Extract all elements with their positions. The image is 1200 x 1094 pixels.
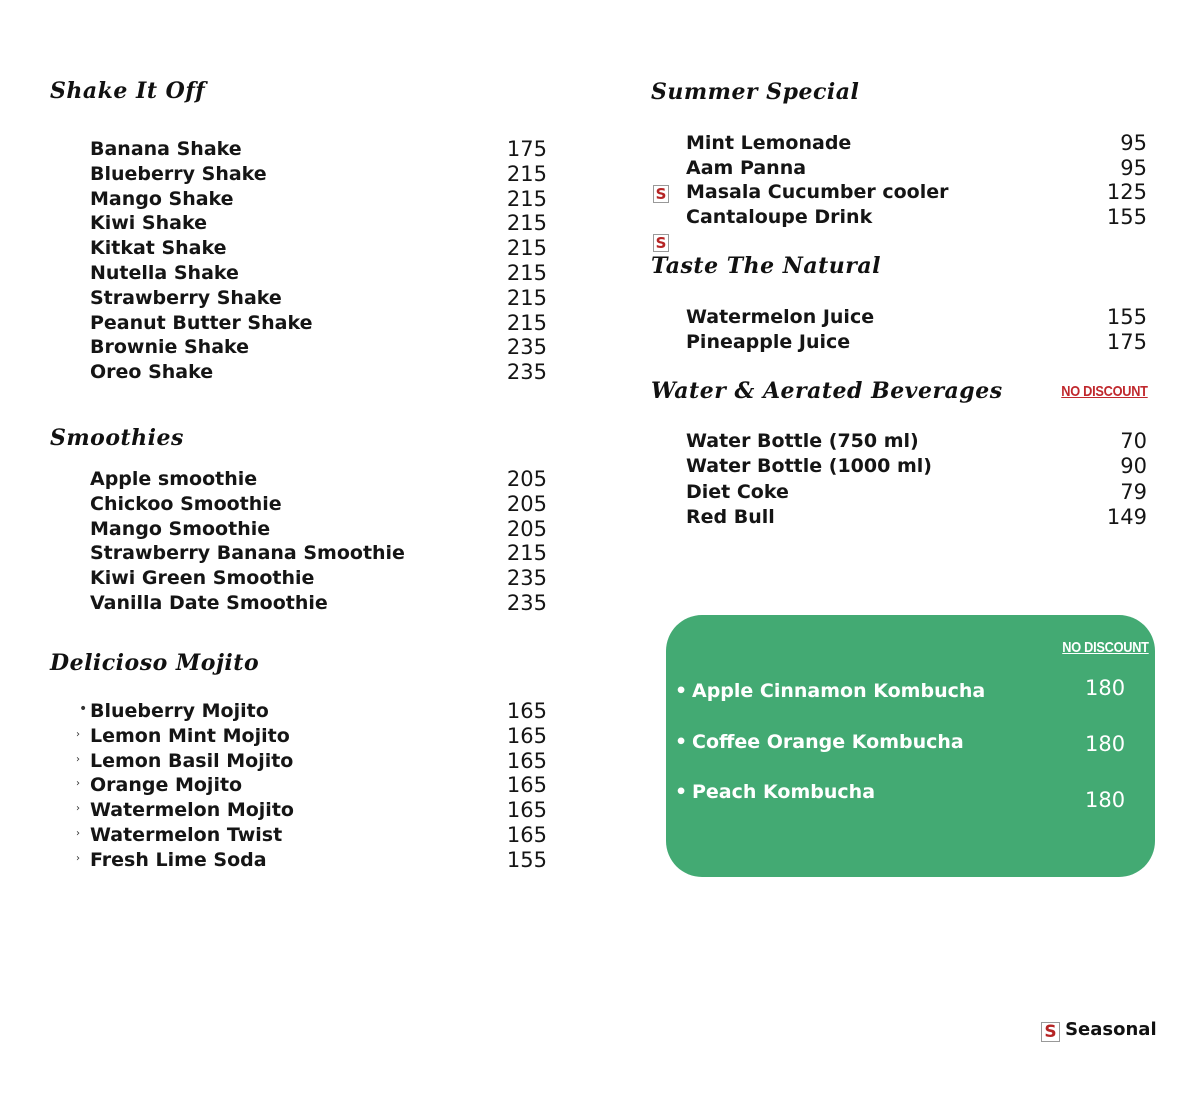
mojito-item-price: 155: [506, 847, 547, 872]
mojito-item-name: Lemon Basil Mojito: [90, 749, 294, 772]
kombucha-item-price: 180: [1085, 788, 1126, 812]
bullet-icon: ›: [76, 852, 80, 864]
bullet-icon: ›: [76, 803, 80, 815]
shakes-item-name: Kitkat Shake: [90, 237, 227, 260]
mojito-item-name: Watermelon Mojito: [90, 799, 294, 822]
smoothies-item-name: Strawberry Banana Smoothie: [90, 542, 405, 565]
natural-item-name: Watermelon Juice: [686, 306, 875, 328]
smoothies-item-name: Kiwi Green Smoothie: [90, 567, 315, 590]
bullet-icon: ›: [76, 728, 80, 740]
kombucha-bullet-icon: •: [675, 731, 688, 753]
smoothies-item-price: 215: [506, 541, 547, 566]
water-item-price: 70: [1120, 429, 1147, 453]
water-item-name: Water Bottle (1000 ml): [686, 455, 932, 478]
kombucha-no-discount-badge: NO DISCOUNT: [1062, 639, 1149, 656]
smoothies-item-name: Mango Smoothie: [90, 517, 271, 540]
mojito-item-price: 165: [506, 748, 547, 773]
kombucha-item-name: Peach Kombucha: [692, 781, 876, 803]
bullet-icon: ›: [76, 778, 80, 790]
section-title-summer: Summer Special: [651, 79, 860, 105]
shakes-item-name: Kiwi Shake: [90, 212, 207, 235]
mojito-item-price: 165: [506, 723, 547, 748]
kombucha-item-name: Apple Cinnamon Kombucha: [692, 680, 986, 702]
shakes-item-price: 215: [506, 211, 547, 236]
mojito-item-price: 165: [506, 823, 547, 847]
shakes-item-price: 215: [506, 261, 547, 285]
shakes-item-price: 235: [506, 335, 547, 360]
shakes-item-price: 175: [506, 137, 547, 161]
summer-item-price: 95: [1120, 155, 1147, 180]
shakes-item-price: 215: [506, 310, 547, 335]
seasonal-legend: [1041, 1019, 1157, 1042]
water-item-price: 149: [1106, 504, 1147, 529]
kombucha-item-price: 180: [1085, 676, 1126, 700]
smoothies-item-price: 205: [506, 491, 547, 516]
smoothies-item-price: 235: [506, 591, 547, 615]
natural-item-price: 155: [1106, 305, 1147, 329]
bullet-icon: ›: [76, 753, 80, 765]
smoothies-item-price: 235: [506, 566, 547, 591]
shakes-item-name: Blueberry Shake: [90, 162, 267, 185]
water-item-price: 90: [1120, 454, 1147, 479]
kombucha-bullet-icon: •: [675, 781, 688, 803]
mojito-item-price: 165: [506, 798, 547, 823]
shakes-item-price: 215: [506, 236, 547, 261]
water-item-name: Red Bull: [686, 505, 775, 528]
section-title-natural: Taste The Natural: [651, 253, 881, 279]
shakes-item-name: Oreo Shake: [90, 361, 214, 384]
water-item-price: 79: [1120, 479, 1147, 504]
mojito-item-name: Watermelon Twist: [90, 824, 283, 846]
mojito-item-name: Fresh Lime Soda: [90, 848, 267, 871]
bullet-icon: ›: [76, 828, 80, 839]
water-item-name: Water Bottle (750 ml): [686, 430, 919, 452]
kombucha-bullet-icon: •: [675, 680, 688, 702]
section-title-mojito: Delicioso Mojito: [50, 650, 260, 676]
seasonal-icon: S: [653, 185, 669, 203]
seasonal-legend-label: Seasonal: [1065, 1019, 1157, 1040]
kombucha-item-name: Coffee Orange Kombucha: [692, 731, 964, 753]
mojito-item-price: 165: [506, 773, 547, 798]
shakes-item-price: 215: [506, 161, 547, 186]
summer-item-price: 155: [1106, 204, 1147, 229]
mojito-item-name: Blueberry Mojito: [90, 700, 269, 722]
shakes-item-name: Nutella Shake: [90, 262, 239, 284]
water-item-name: Diet Coke: [686, 480, 789, 503]
shakes-item-price: 235: [506, 360, 547, 385]
shakes-item-name: Banana Shake: [90, 138, 242, 160]
kombucha-panel: [666, 615, 1155, 877]
bullet-icon: •: [79, 701, 88, 717]
section-title-water: Water & Aerated Beverages: [651, 378, 1003, 404]
smoothies-item-name: Vanilla Date Smoothie: [90, 592, 328, 614]
natural-item-name: Pineapple Juice: [686, 331, 851, 353]
shakes-item-name: Brownie Shake: [90, 336, 250, 359]
smoothies-item-price: 205: [506, 467, 547, 491]
mojito-item-price: 165: [506, 699, 547, 723]
summer-item-name: Cantaloupe Drink: [686, 205, 873, 228]
summer-item-name: Aam Panna: [686, 156, 807, 179]
smoothies-item-price: 205: [506, 516, 547, 541]
shakes-item-name: Mango Shake: [90, 187, 234, 210]
shakes-item-price: 215: [506, 186, 547, 211]
summer-item-price: 125: [1106, 180, 1147, 204]
natural-item-price: 175: [1106, 330, 1147, 354]
no-discount-badge: NO DISCOUNT: [1061, 383, 1148, 400]
mojito-item-name: Lemon Mint Mojito: [90, 724, 290, 747]
shakes-item-name: Strawberry Shake: [90, 286, 282, 309]
shakes-item-price: 215: [506, 285, 547, 310]
mojito-item-name: Orange Mojito: [90, 774, 243, 797]
seasonal-legend-icon: S: [1041, 1022, 1060, 1042]
summer-item-price: 95: [1120, 131, 1147, 155]
kombucha-item-price: 180: [1085, 732, 1126, 756]
smoothies-item-name: Chickoo Smoothie: [90, 492, 282, 515]
shakes-item-name: Peanut Butter Shake: [90, 311, 313, 334]
section-title-shakes: Shake It Off: [50, 78, 206, 104]
summer-item-name: Masala Cucumber cooler: [686, 181, 949, 203]
seasonal-icon: S: [653, 234, 669, 252]
summer-item-name: Mint Lemonade: [686, 132, 852, 154]
smoothies-item-name: Apple smoothie: [90, 468, 258, 490]
section-title-smoothies: Smoothies: [50, 425, 184, 451]
